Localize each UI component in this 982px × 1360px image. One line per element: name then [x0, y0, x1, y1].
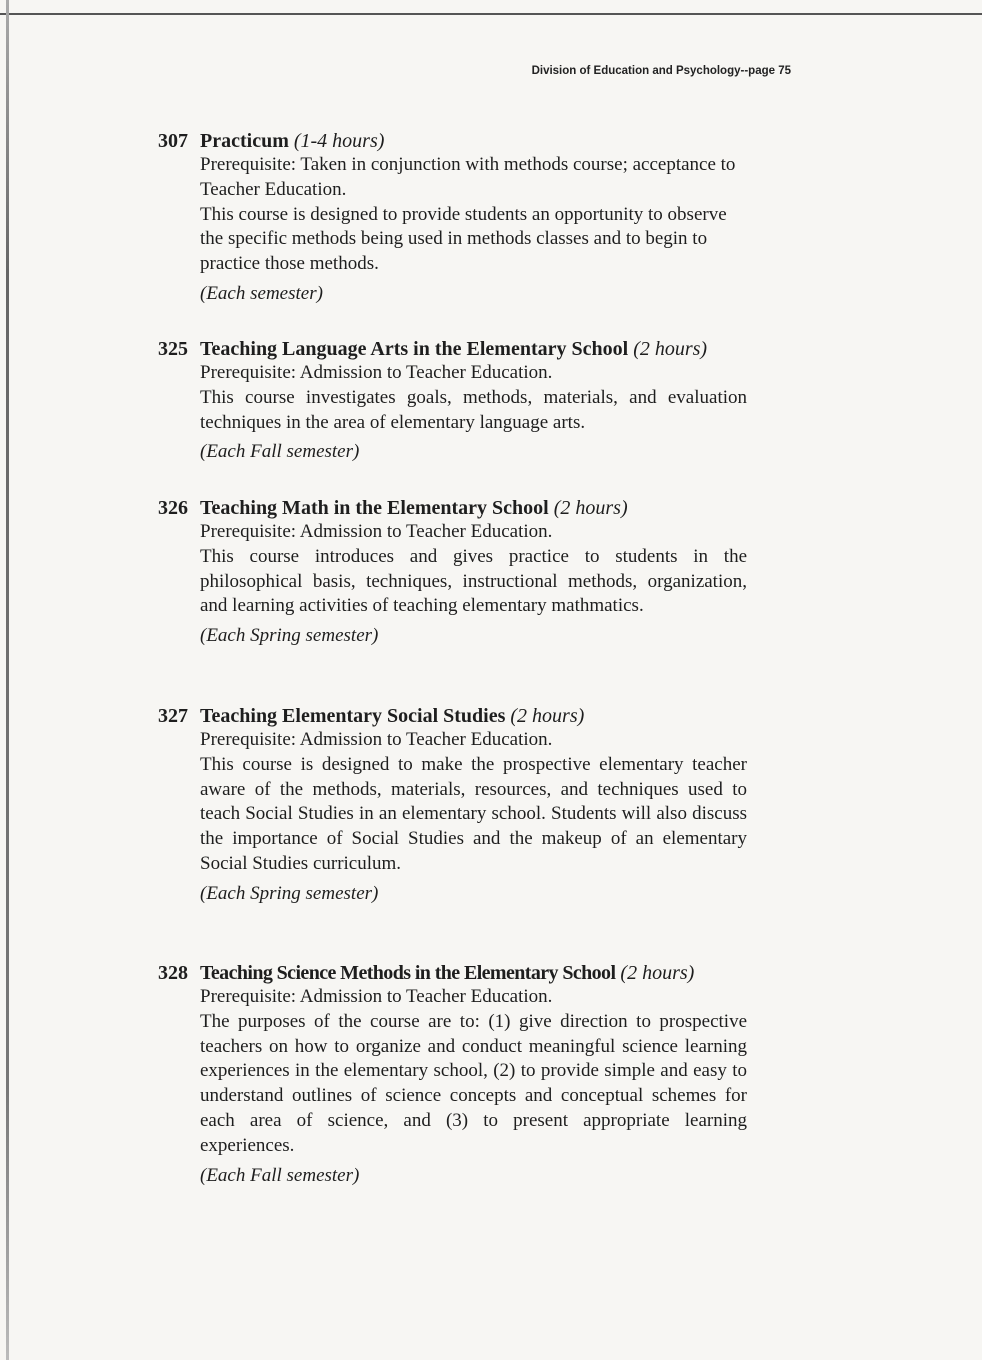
course-body [200, 985, 747, 1188]
course-semester: (Each Spring semester) [200, 625, 379, 647]
course-description: This course is designed to make the prospective elementary teacher aware of the methods, materials, resources, and techniques used to teach Social Studies in an elementary school. Students will also discuss the importance of Social Studies and the makeup of an elementary Social Studies curriculum. [200, 753, 747, 874]
course-body [200, 728, 747, 907]
page-edge [6, 0, 9, 1360]
course-number: 307 [158, 130, 188, 152]
course-description: This course introduces and gives practice to students in the philosophical basis, techniques, instructional methods, organization, and learning activities of teaching elementary mathmatics. [200, 545, 747, 617]
course-body [200, 361, 747, 465]
course-semester: (Each Fall semester) [200, 441, 360, 463]
course-hours: (2 hours) [510, 705, 585, 727]
course-title: Teaching Elementary Social Studies [200, 705, 506, 727]
course-prerequisite: Prerequisite: Admission to Teacher Education. [200, 986, 553, 1007]
course-hours: (2 hours) [553, 497, 628, 519]
course-hours: (1-4 hours) [293, 130, 385, 152]
running-head: Division of Education and Psychology--page 75 [531, 65, 791, 77]
course-title: Teaching Language Arts in the Elementary School [200, 338, 629, 360]
course-number: 326 [158, 497, 188, 519]
course-body [200, 153, 747, 307]
course-title-line [158, 129, 384, 153]
course-description: This course is designed to provide students an opportunity to observe the specific methods being used in methods classes and to begin to practice those methods. [200, 203, 727, 275]
course-title-line [158, 961, 694, 985]
course-number: 328 [158, 962, 188, 984]
course-semester: (Each Spring semester) [200, 882, 379, 904]
course-hours: (2 hours) [620, 962, 695, 984]
course-title: Teaching Science Methods in the Elementary School [200, 962, 616, 984]
course-description: This course investigates goals, methods, materials, and evaluation techniques in the area of elementary language arts. [200, 386, 747, 433]
course-title-line [158, 496, 628, 520]
course-title-line [158, 337, 707, 361]
course-title-line [158, 704, 584, 728]
course-prerequisite: Prerequisite: Admission to Teacher Education. [200, 729, 553, 750]
course-title: Teaching Math in the Elementary School [200, 497, 549, 519]
course-body [200, 520, 747, 649]
course-hours: (2 hours) [633, 338, 708, 360]
course-number: 327 [158, 705, 188, 727]
course-description: The purposes of the course are to: (1) give direction to prospective teachers on how to organize and conduct meaningful science learning experiences in the elementary school, (2) to provide simple and easy to understand outlines of science concepts and conceptual schemes for each area of science, and (3) to present appropriate learning experiences. [200, 1010, 747, 1156]
top-rule [0, 13, 982, 15]
course-title: Practicum [200, 130, 289, 152]
course-prerequisite: Prerequisite: Taken in conjunction with methods course; acceptance to Teacher Education. [200, 154, 736, 200]
course-number: 325 [158, 338, 188, 360]
course-prerequisite: Prerequisite: Admission to Teacher Education. [200, 362, 553, 383]
course-prerequisite: Prerequisite: Admission to Teacher Education. [200, 521, 553, 542]
course-semester: (Each Fall semester) [200, 1164, 360, 1186]
course-semester: (Each semester) [200, 282, 323, 304]
